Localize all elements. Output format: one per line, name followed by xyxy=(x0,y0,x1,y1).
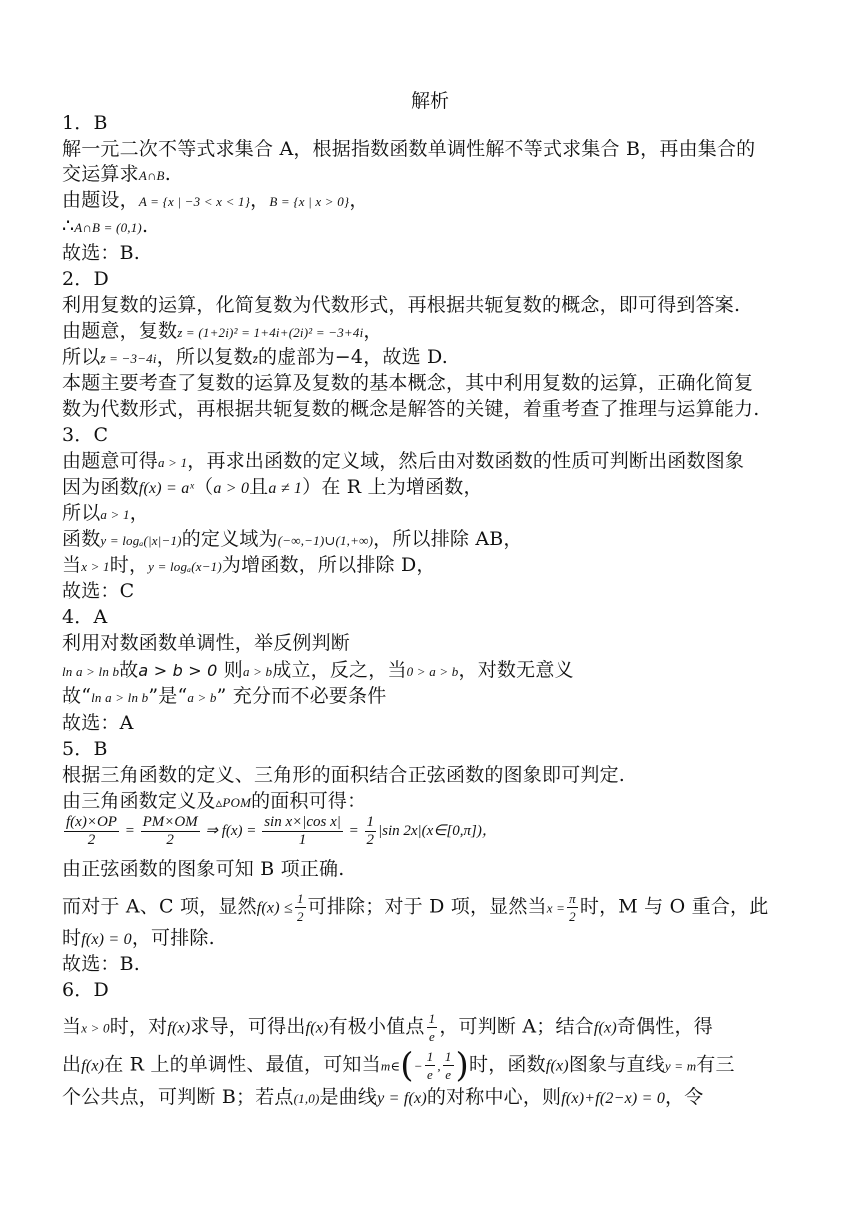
q6-fraction xyxy=(443,1048,454,1083)
q1-text: ， xyxy=(349,189,369,211)
q1-text: . xyxy=(164,163,171,185)
q5-num: f(x)×OP xyxy=(66,814,117,830)
q3-text: 函数 xyxy=(62,528,101,550)
q5-text: 时，M 与 O 重合，此 xyxy=(579,895,769,918)
q3-text: 的定义域为 xyxy=(181,528,278,550)
q1-line-4 xyxy=(62,213,802,241)
q2-text: ， xyxy=(363,320,383,342)
q2-heading: 2．D xyxy=(62,268,109,290)
q1-answer: 故选：B. xyxy=(62,242,141,264)
q5-fraction-half xyxy=(295,890,306,925)
q3-line-4 xyxy=(62,526,802,554)
q6-text: ，可判断 A；结合 xyxy=(439,1015,594,1038)
q2-line-2 xyxy=(62,318,802,346)
q4-answer: 故选：A xyxy=(62,712,134,734)
q2-math-conj: z̄ = −3−4i xyxy=(100,351,157,366)
q2-line-5: 数为代数形式，再根据共轭复数的概念是解答的关键，着重考查了推理与运算能力. xyxy=(62,398,760,420)
q5-line-3: 由正弦函数的图象可知 B 项正确. xyxy=(62,858,345,880)
q4-text: ”是“ xyxy=(148,685,188,707)
q5-den: 1 xyxy=(298,832,307,848)
q4-text: ” 充分而不必要条件 xyxy=(216,685,387,707)
q6-text: 是曲线 xyxy=(319,1086,378,1108)
q4-line-2 xyxy=(62,657,802,685)
q4-math-ln: ln a > ln b xyxy=(62,664,120,679)
q3-math-fx: f(x) = aˣ xyxy=(138,480,195,497)
q3-math: a > 1 xyxy=(100,507,130,522)
q5-fraction xyxy=(262,814,343,849)
q6-num: 1 xyxy=(426,1049,434,1064)
q4-math-ln: ln a > ln b xyxy=(91,690,149,705)
q6-math: f(x) xyxy=(593,1019,617,1037)
q3-math-domain: (−∞,−1)∪(1,+∞) xyxy=(277,533,374,548)
q4-math: a > b xyxy=(187,690,217,705)
q1-text: ∴ xyxy=(62,215,75,237)
q6-text: 求导，可得出 xyxy=(190,1015,306,1038)
q1-line-1: 解一元二次不等式求集合 A，根据指数函数单调性解不等式求集合 B，再由集合的 xyxy=(62,138,756,160)
q3-math-a: a > 0 xyxy=(213,480,250,497)
q5-line-1: 根据三角函数的定义、三角形的面积结合正弦函数的图象即可判定. xyxy=(62,764,626,786)
q5-math: f(x) = 0 xyxy=(81,931,132,948)
q1-line-3 xyxy=(62,187,802,215)
q3-math-a-ne: a ≠ 1 xyxy=(268,480,303,497)
q6-math: m∈ xyxy=(380,1058,401,1074)
q3-math-log: y = logₐ(x−1) xyxy=(148,559,222,574)
q6-math: f(x) xyxy=(81,1057,105,1075)
q5-text: 而对于 A、C 项，显然 xyxy=(62,895,257,918)
q5-math: f(x) ≤ xyxy=(256,899,293,917)
q2-math-zbar: z̄ xyxy=(252,351,258,366)
q5-den: 2 xyxy=(366,832,374,848)
q5-num: 1 xyxy=(366,814,374,830)
q6-text: ，令 xyxy=(665,1086,704,1108)
q3-line-1 xyxy=(62,448,802,476)
q6-den: e xyxy=(445,1067,452,1082)
q2-text: 的虚部为−4，故选 D. xyxy=(257,346,449,368)
q5-math: x = xyxy=(546,900,566,916)
q5-num: π xyxy=(569,891,576,906)
q5-abs-sin: |sin 2x|(x∈[0,π]) xyxy=(378,822,482,839)
q4-math: 0 > a > b xyxy=(406,664,459,679)
q5-line-5 xyxy=(62,925,802,953)
q3-text: 所以 xyxy=(62,502,101,524)
q2-text: ，所以复数 xyxy=(156,346,253,368)
q3-text: 因为函数 xyxy=(62,476,139,498)
q3-line-2 xyxy=(62,474,802,502)
q5-den: 2 xyxy=(296,909,304,924)
q6-math: f(x)+f(2−x) = 0 xyxy=(561,1090,666,1107)
q5-num: 1 xyxy=(296,891,304,906)
q6-text: 图象与直线 xyxy=(568,1053,665,1076)
q3-math: x > 1 xyxy=(81,559,110,574)
q5-text: 时 xyxy=(62,927,82,949)
q3-line-3 xyxy=(62,500,802,528)
q3-math-log: y = logₐ(|x|−1) xyxy=(100,533,182,548)
q6-line-2: 出f(x)在 R 上的单调性、最值，可知当m∈(− $\frac{1}{e}$ , $\frac{1}{e}$ )时，函数f(x)图象与直线y = m有三 xyxy=(62,1045,735,1086)
q5-heading: 5．B xyxy=(62,738,108,760)
q3-text: 且 xyxy=(249,476,269,498)
q1-line-2 xyxy=(62,161,802,189)
q6-math: y = f(x) xyxy=(377,1090,427,1107)
q3-text: 由题意可得 xyxy=(62,450,159,472)
q6-den: e xyxy=(428,1029,435,1044)
q6-text: 的对称中心，则 xyxy=(426,1086,562,1108)
q3-text: ）在 R 上为增函数， xyxy=(302,476,483,498)
q2-line-3 xyxy=(62,344,802,372)
q5-answer: 故选：B. xyxy=(62,953,141,975)
q3-text: 为增函数，所以排除 D， xyxy=(221,554,436,576)
q6-line-3 xyxy=(62,1084,802,1112)
q4-math: a > b > 0 xyxy=(138,661,218,680)
q1-math-set-b: B = {x | x > 0} xyxy=(269,194,350,209)
q6-text: 个公共点，可判断 B；若点 xyxy=(62,1086,294,1108)
q1-text: 由题设， xyxy=(62,189,139,211)
q3-text: ，所以排除 AB， xyxy=(373,528,523,550)
q6-text: 有极小值点 xyxy=(328,1015,425,1038)
q6-math: (1,0) xyxy=(293,1091,320,1106)
q5-fraction xyxy=(64,814,119,849)
q5-text: 可排除；对于 D 项，显然当 xyxy=(307,895,547,918)
q4-text: 故 xyxy=(119,659,139,681)
q2-text: 所以 xyxy=(62,346,101,368)
q6-math: f(x) xyxy=(167,1019,191,1037)
q5-line-2 xyxy=(62,788,802,816)
q6-paren: ( xyxy=(400,1045,414,1086)
q6-fraction xyxy=(425,1048,436,1083)
q1-text: 交运算求 xyxy=(62,163,139,185)
q3-heading: 3．C xyxy=(62,424,109,446)
q6-text: 出 xyxy=(62,1053,82,1076)
q5-text: ，可排除. xyxy=(131,927,215,949)
q5-fraction xyxy=(141,814,200,849)
q4-heading: 4．A xyxy=(62,606,108,628)
q5-den: 2 xyxy=(569,909,576,924)
q2-math-z: z = (1+2i)² = 1+4i+(2i)² = −3+4i xyxy=(177,325,364,340)
q2-line-4: 本题主要考查了复数的运算及复数的基本概念，其中利用复数的运算，正确化简复 xyxy=(62,372,754,394)
q5-num: sin x×|cos x| xyxy=(264,814,341,830)
q1-math-set-a: A = {x | −3 < x < 1} xyxy=(138,194,251,209)
q3-line-5 xyxy=(62,552,802,580)
q3-text: 当 xyxy=(62,554,82,576)
q5-num: PM×OM xyxy=(142,814,198,830)
q2-text: 由题意，复数 xyxy=(62,320,178,342)
q4-text: 则 xyxy=(217,659,243,681)
q6-math: x > 0 xyxy=(81,1020,110,1036)
q6-math: f(x) xyxy=(545,1057,569,1075)
q5-text: 由三角函数定义及 xyxy=(62,790,216,812)
q6-num: 1 xyxy=(444,1049,452,1064)
q6-text: 时，对 xyxy=(109,1015,168,1038)
q6-text: 奇偶性，得 xyxy=(616,1015,713,1038)
q5-formula: $\frac{f(x)\times OP}{2}$ = $\frac{PM\times OM}{2}$ ⇒ f(x) = $\frac{\text{sin x×|cos x|}}{1}$ = $\frac{1}{2}$ |sin 2x|(x∈[0,π])， xyxy=(66,814,497,848)
q4-line-1: 利用对数函数单调性，举反例判断 xyxy=(62,632,351,654)
q4-line-3 xyxy=(62,683,802,711)
q6-fraction xyxy=(427,1010,438,1045)
q4-math: a > b xyxy=(242,664,273,679)
q1-math: A∩B xyxy=(138,168,165,183)
q6-text: 在 R 上的单调性、最值，可知当 xyxy=(104,1053,381,1076)
q1-text: . xyxy=(141,215,149,237)
q6-text: 时，函数 xyxy=(469,1053,546,1076)
q6-num: 1 xyxy=(428,1011,436,1026)
q5-implies: ⇒ f(x) = xyxy=(205,822,257,839)
q6-line-1 xyxy=(62,1010,802,1045)
q6-den: e xyxy=(427,1067,434,1082)
q3-text: ，再求出函数的定义域，然后由对数函数的性质可判断出函数图象 xyxy=(187,450,745,472)
page-title: 解析 xyxy=(410,90,449,112)
q1-text: ， xyxy=(250,189,270,211)
q4-text: 成立，反之，当 xyxy=(272,659,407,681)
q3-answer: 故选：C xyxy=(62,580,135,602)
q3-text: （ xyxy=(194,476,214,498)
q5-fraction xyxy=(365,814,377,849)
q3-math: a > 1 xyxy=(158,455,188,470)
q1-heading: 1．B xyxy=(62,112,108,134)
q4-text: ，对数无意义 xyxy=(458,659,574,681)
q6-text: 有三 xyxy=(696,1053,735,1076)
q5-fraction-pi xyxy=(567,890,578,925)
q5-den: 2 xyxy=(87,832,96,848)
q5-den: 2 xyxy=(166,832,174,848)
q6-text: 当 xyxy=(62,1015,82,1038)
q4-text: 故“ xyxy=(62,685,92,707)
q5-text: 的面积可得： xyxy=(251,790,367,812)
q3-text: 时， xyxy=(109,554,149,576)
q6-heading: 6．D xyxy=(62,979,109,1001)
q6-paren: ) xyxy=(455,1045,470,1086)
q2-line-1: 利用复数的运算，化简复数为代数形式，再根据共轭复数的概念，即可得到答案. xyxy=(62,294,741,316)
q6-math: f(x) xyxy=(305,1019,329,1037)
q3-text: ， xyxy=(129,502,149,524)
q6-math: y = m xyxy=(664,1058,697,1074)
q5-math-triangle: ▵POM xyxy=(215,795,252,810)
q5-comma: ， xyxy=(481,822,497,839)
q5-line-4 xyxy=(62,890,802,925)
q1-math-intersection: A∩B = (0,1) xyxy=(74,220,142,235)
